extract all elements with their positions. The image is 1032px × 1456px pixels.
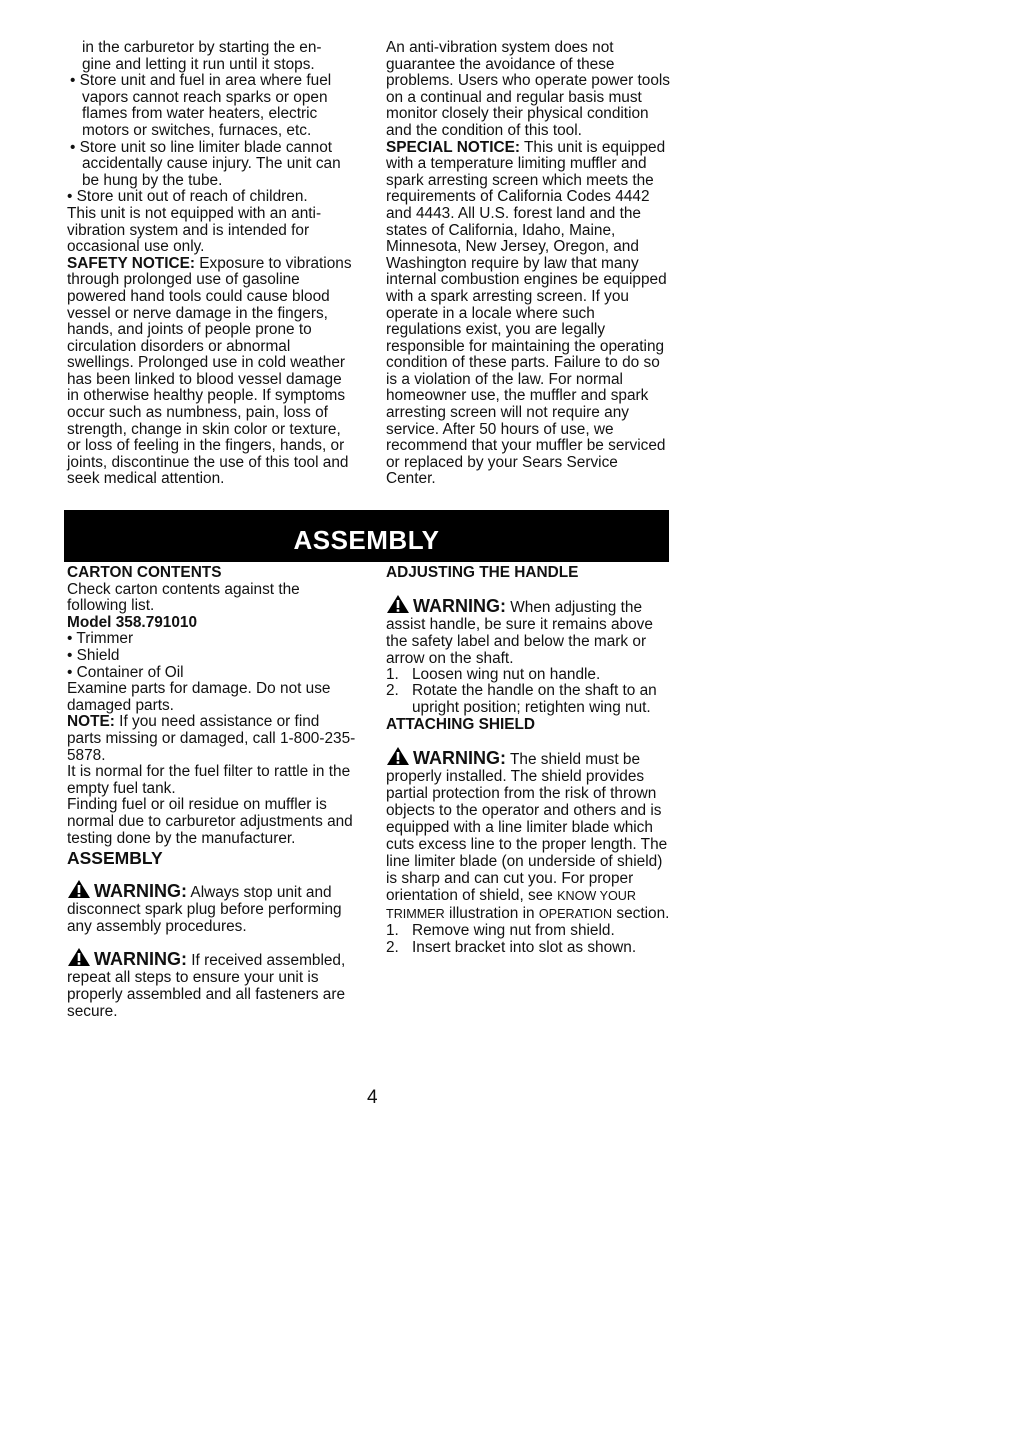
anti-vibration-guarantee-paragraph: An anti-vibration system does not guarantee the avoidance of these problems. Users who operate power tools on a continual and regular basis must monitor closely their physical condition and the condition of this tool. xyxy=(386,39,671,139)
assembly-warning-2 xyxy=(67,947,357,1020)
warning-triangle-icon xyxy=(386,746,410,766)
safety-notice-text: Exposure to vibrations through prolonged use of gasoline powered hand tools could cause blood vessel or nerve damage in the fingers, hands, and joints of people prone to circulation disorders or abnormal swellings. Prolonged use in cold weather has been linked to blood vessel damage in otherwise healthy people. If symptoms occur such as numbness, pain, loss of strength, change in skin color or texture, or loss of feeling in the fingers, hands, or joints, discontinue the use of this tool and seek medical attention. xyxy=(67,254,352,488)
model-number: Model 358.791010 xyxy=(67,613,198,631)
examine-parts-text: Examine parts for damage. Do not use damaged parts. xyxy=(67,680,331,714)
warning-text: The shield must be properly installed. The shield provides partial protection from the risk of thrown objects to the operator and others and is equipped with a line limiter blade which cuts excess line to the proper length. The line limiter blade (on underside of shield) is sharp and can cut you. For proper orientation of shield, see xyxy=(386,750,668,904)
residue-text: Finding fuel or oil residue on muffler is normal due to carburetor adjustments and testing done by the manufacturer. xyxy=(67,796,353,847)
storage-bullet: • Store unit out of reach of children. xyxy=(67,188,308,206)
assembly-warning-1 xyxy=(67,879,357,935)
handle-warning xyxy=(386,594,674,667)
carton-contents-text: Check carton contents against the following list. xyxy=(67,580,300,615)
top-right-column xyxy=(386,40,671,488)
warning-label: WARNING: xyxy=(94,881,187,902)
fuel-filter-text: It is normal for the fuel filter to rattle in the empty fuel tank. xyxy=(67,763,351,797)
step-number: 1. xyxy=(386,921,399,939)
note-label: NOTE: xyxy=(67,713,115,731)
carburetor-line-2: gine and letting it run until it stops. xyxy=(82,55,315,73)
warning-text-end: section. xyxy=(612,904,670,922)
top-left-column xyxy=(67,40,357,488)
safety-notice-label: SAFETY NOTICE: xyxy=(67,254,195,272)
step-text: Loosen wing nut on handle. xyxy=(412,665,601,683)
shield-step xyxy=(386,923,674,940)
safety-notice-paragraph xyxy=(67,256,357,488)
bottom-left-column xyxy=(67,565,357,1020)
carton-item: • Shield xyxy=(67,646,120,664)
warning-triangle-icon xyxy=(67,879,91,899)
section-banner: ASSEMBLY xyxy=(64,510,669,562)
shield-warning xyxy=(386,746,674,923)
warning-triangle-icon xyxy=(67,947,91,967)
page-number: 4 xyxy=(367,1087,378,1108)
carburetor-line-1: in the carburetor by starting the en- xyxy=(82,39,322,56)
step-text: Insert bracket into slot as shown. xyxy=(412,938,637,956)
attaching-shield-heading: ATTACHING SHIELD xyxy=(386,716,536,734)
warning-label: WARNING: xyxy=(94,949,187,970)
warning-label: WARNING: xyxy=(413,595,506,616)
warning-text-mid: illustration in xyxy=(444,904,539,922)
carton-item: • Trimmer xyxy=(67,630,134,648)
special-notice-label: SPECIAL NOTICE: xyxy=(386,138,520,156)
handle-step xyxy=(386,667,674,684)
warning-text: Always stop unit and disconnect spark plug before performing any assembly procedures. xyxy=(67,884,342,936)
step-number: 2. xyxy=(386,938,399,956)
step-text: Remove wing nut from shield. xyxy=(412,921,615,939)
shield-step xyxy=(386,940,674,957)
warning-text: When adjusting the assist handle, be sure it remains above the safety label and below the mark or arrow on the shaft. xyxy=(386,598,653,667)
handle-step xyxy=(386,683,674,716)
special-notice-paragraph xyxy=(386,140,671,488)
storage-bullet: • Store unit and fuel in area where fuel vapors cannot reach sparks or open flames from water heaters, electric motors or switches, furnaces, etc. xyxy=(70,72,332,139)
carton-item: • Container of Oil xyxy=(67,663,184,681)
warning-label: WARNING: xyxy=(413,747,506,768)
operation-reference: OPERATION xyxy=(538,906,613,921)
step-text: Rotate the handle on the shaft to an upright position; retighten wing nut. xyxy=(412,682,657,716)
trimmer-reference: KNOW YOUR TRIMMER xyxy=(386,888,636,921)
carton-contents-heading: CARTON CONTENTS xyxy=(67,564,222,581)
step-number: 1. xyxy=(386,665,399,683)
step-number: 2. xyxy=(386,682,399,700)
anti-vibration-paragraph: This unit is not equipped with an anti-vibration system and is intended for occasional use only. xyxy=(67,204,322,256)
adjusting-handle-heading: ADJUSTING THE HANDLE xyxy=(386,564,579,581)
note-text: If you need assistance or find parts missing or damaged, call 1-800-235-5878. xyxy=(67,713,356,764)
warning-triangle-icon xyxy=(386,594,410,614)
special-notice-text: This unit is equipped with a temperature limiting muffler and spark arresting screen which meets the requirements of California Codes 4442 and 4443. All U.S. forest land and the states of California, Idaho, Maine, Minnesota, New Jersey, Oregon, and Washington require by law that many internal combustion engines be equipped with a spark arresting screen. If you operate in a locale where such regulations exist, you are legally responsible for maintaining the operating condition of these parts. Failure to do so is a violation of the law. For normal homeowner use, the muffler and spark arresting screen will not require any service. After 50 hours of use, we recommend that your muffler be serviced or replaced by your Sears Service Center. xyxy=(386,138,667,488)
assembly-heading: ASSEMBLY xyxy=(67,848,163,869)
storage-bullet: • Store unit so line limiter blade cannot accidentally cause injury. The unit can be hung by the tube. xyxy=(70,138,341,189)
bottom-right-column xyxy=(386,565,674,956)
warning-text: If received assembled, repeat all steps to ensure your unit is properly assembled and all fasteners are secure. xyxy=(67,952,346,1021)
note-paragraph xyxy=(67,714,357,764)
